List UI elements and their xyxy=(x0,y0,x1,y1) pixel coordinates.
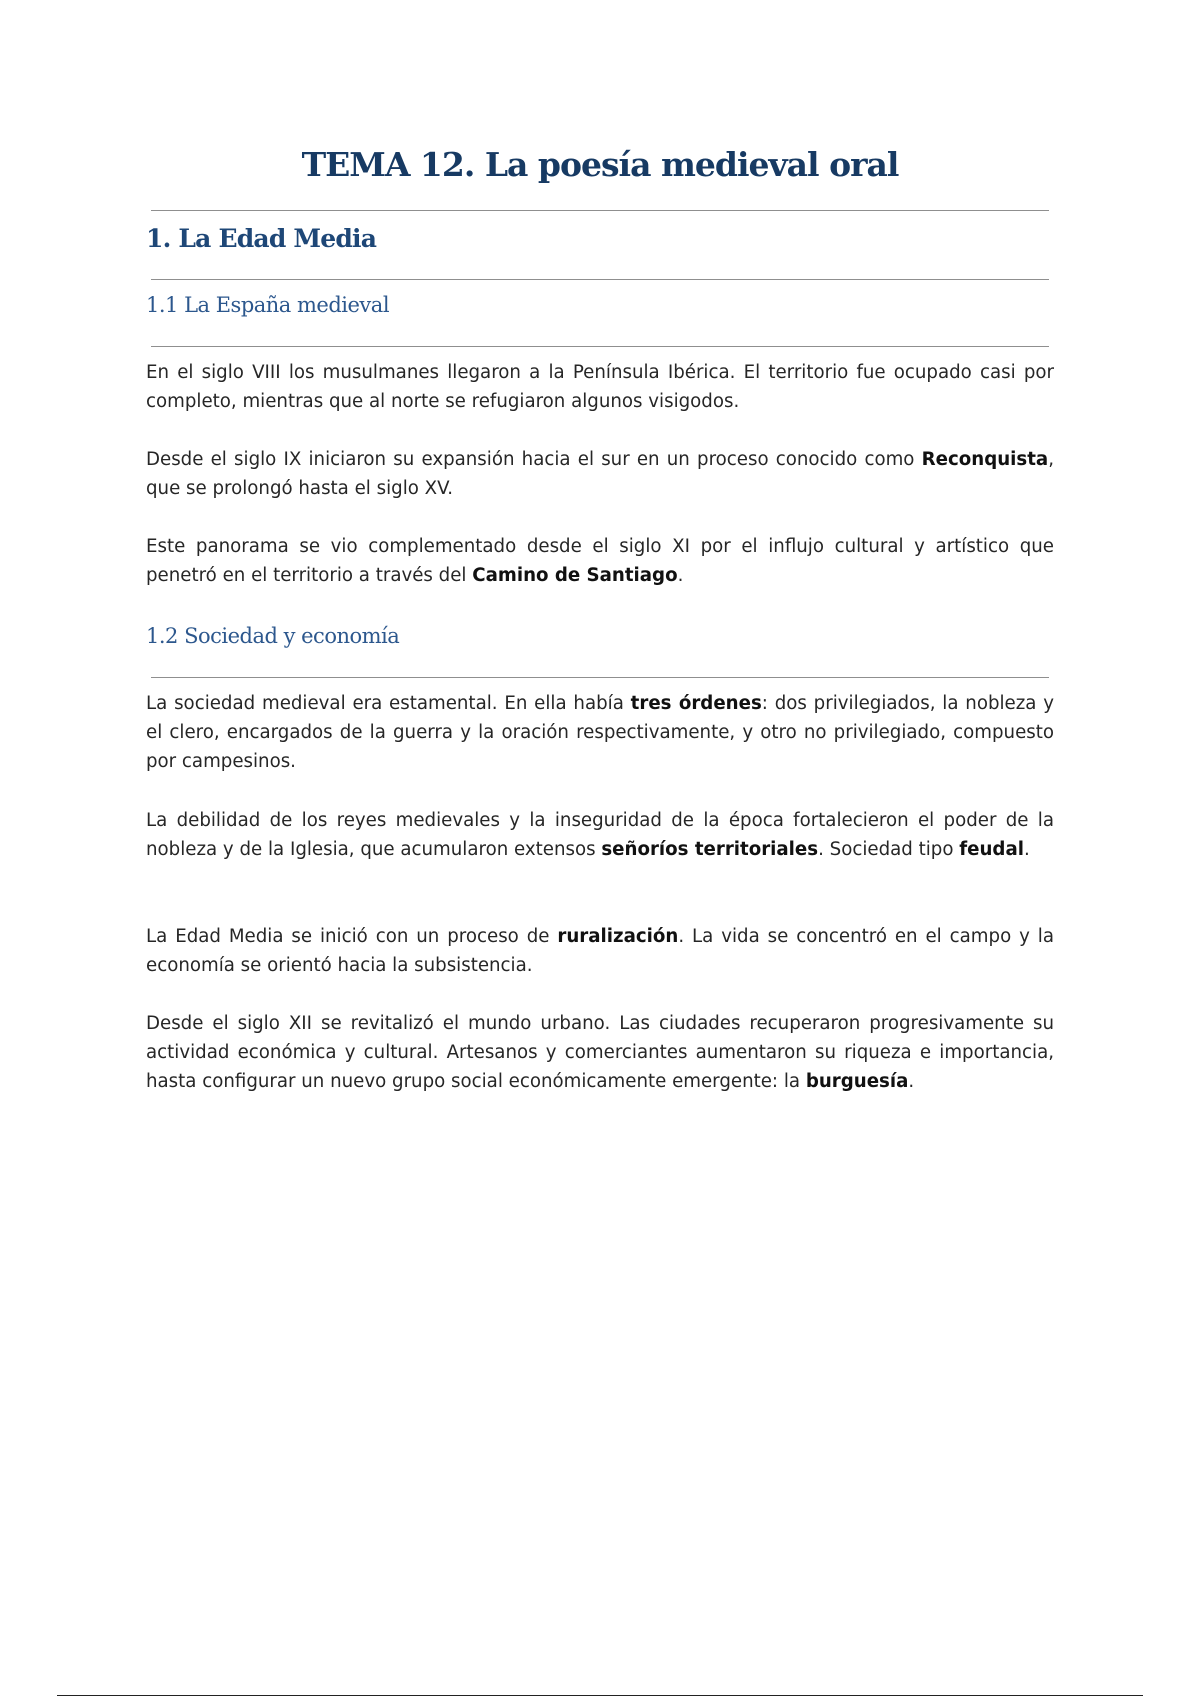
term-burguesia: burguesía xyxy=(805,1071,909,1092)
paragraph-ruralizacion: La Edad Media se inició con un proceso de ruralización. La vida se concentró en el campo y la economía se orientó hacia la subsistencia. xyxy=(146,926,1054,976)
term-tres-ordenes: tres órdenes xyxy=(630,693,762,714)
paragraph-burguesia: Desde el siglo XII se revitalizó el mundo urbano. Las ciudades recuperaron progresivamente su actividad económica y cultural. Artesanos y comerciantes aumentaron su riqueza e importancia, hasta configurar un nuevo grupo social económicamente emergente: la burguesía. xyxy=(146,1013,1054,1092)
subsection-divider xyxy=(151,677,1049,678)
term-ruralizacion: ruralización xyxy=(557,926,679,947)
term-camino-de-santiago: Camino de Santiago xyxy=(472,565,678,586)
paragraph-musulmanes: En el siglo VIII los musulmanes llegaron a la Península Ibérica. El territorio fue ocupado casi por completo, mientras que al norte se refugiaron algunos visigodos. xyxy=(146,362,1054,412)
section-divider xyxy=(151,279,1049,280)
subsection-heading-sociedad-economia: 1.2 Sociedad y economía xyxy=(146,624,400,648)
paragraph-camino-santiago: Este panorama se vio complementado desde el siglo XI por el influjo cultural y artístico que penetró en el territorio a través del Camino de Santiago. xyxy=(146,536,1054,586)
page-title: TEMA 12. La poesía medieval oral xyxy=(301,145,899,184)
paragraph-reconquista: Desde el siglo IX iniciaron su expansión hacia el sur en un proceso conocido como Reconquista, que se prolongó hasta el siglo XV. xyxy=(146,449,1054,499)
term-reconquista: Reconquista xyxy=(921,449,1049,470)
term-senorios-territoriales: señoríos territoriales xyxy=(601,839,819,860)
subsection-heading-espana-medieval: 1.1 La España medieval xyxy=(146,293,390,317)
term-feudal: feudal xyxy=(959,839,1024,860)
subsection-divider xyxy=(151,346,1049,347)
page-bottom-divider xyxy=(57,1695,1143,1696)
paragraph-feudal: La debilidad de los reyes medievales y la inseguridad de la época fortalecieron el poder de la nobleza y de la Iglesia, que acumularon extensos señoríos territoriales. Sociedad tipo feudal. xyxy=(146,810,1054,860)
paragraph-estamental: La sociedad medieval era estamental. En ella había tres órdenes: dos privilegiados, la nobleza y el clero, encargados de la guerra y la oración respectivamente, y otro no privilegiado, compuesto por campesinos. xyxy=(146,693,1054,772)
section-heading-edad-media: 1. La Edad Media xyxy=(146,224,377,253)
title-divider xyxy=(151,210,1049,211)
